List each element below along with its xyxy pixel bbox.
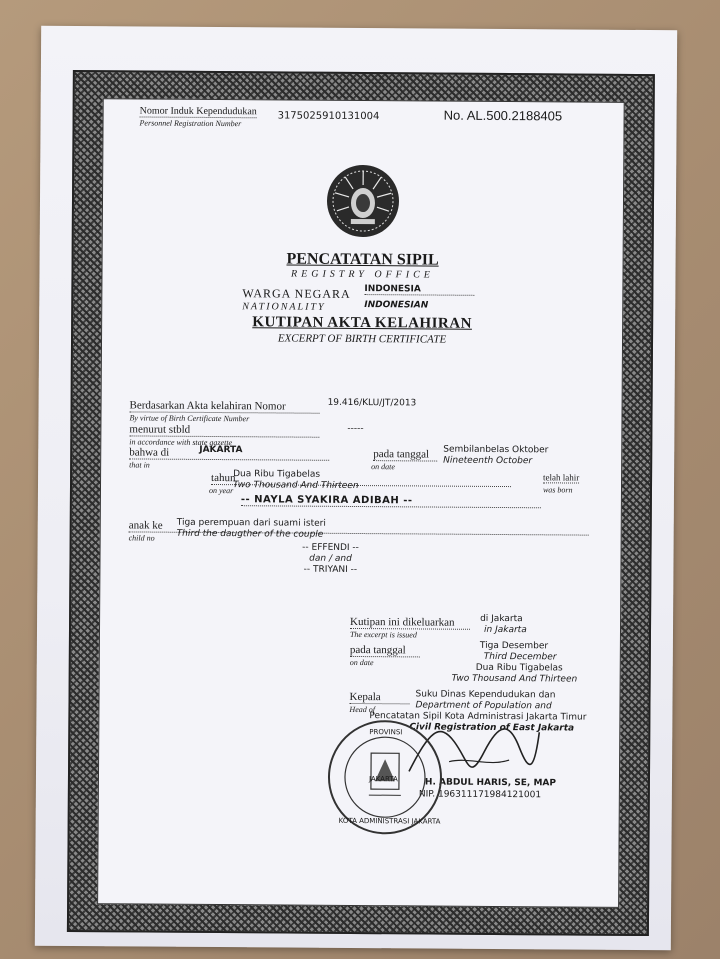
official-name: H. ABDUL HARIS, SE, MAP [424, 777, 557, 789]
cert-number-label: Berdasarkan Akta kelahiran Nomor [130, 399, 320, 413]
stbld-value: ----- [347, 423, 364, 435]
born-label-en: was born [542, 485, 573, 495]
nik-label-en: Personnel Registration Number [139, 118, 242, 129]
certificate-body [97, 98, 625, 908]
document-title-en: EXCERPT OF BIRTH CERTIFICATE [277, 332, 447, 346]
issued-label: Kutipan ini dikeluarkan [350, 616, 470, 630]
birthplace-label: bahwa di [129, 446, 329, 460]
issued-place-en: in Jakarta [483, 624, 527, 636]
born-label: telah lahir [543, 472, 580, 483]
issue-year-en: Two Thousand And Thirteen [451, 673, 578, 685]
stbld-label-en: in accordance with state gazette [129, 437, 233, 448]
office-title: PENCATATAN SIPIL [286, 250, 439, 269]
nik-value: 3175025910131004 [277, 110, 380, 123]
cert-number-value: 19.416/KLU/JT/2013 [327, 397, 417, 409]
birthyear-value: Dua Ribu Tigabelas [233, 469, 321, 480]
birthplace-label-en: that in [129, 460, 150, 470]
issued-label-en: The excerpt is issued [349, 629, 417, 640]
doc-number: No. AL.500.2188405 [443, 107, 563, 124]
cert-number-label-en: By virtue of Birth Certificate Number [129, 413, 250, 424]
and-separator: dan / and [309, 553, 352, 564]
father-name: -- EFFENDI -- [302, 542, 359, 554]
nik-label: Nomor Induk Kependudukan [139, 105, 257, 118]
stamp-mid-text: JAKARTA [368, 775, 398, 784]
dept-name: Suku Dinas Kependudukan dan [415, 689, 556, 701]
child-order-label: anak ke [129, 519, 589, 535]
birthdate-label: pada tanggal [373, 448, 437, 461]
child-name: -- NAYLA SYAKIRA ADIBAH -- [241, 494, 541, 508]
birthyear-label-en: on year [208, 485, 234, 496]
child-order-label-en: child no [128, 533, 155, 543]
nationality-value: INDONESIA [364, 284, 474, 296]
issue-year: Dua Ribu Tigabelas [475, 662, 563, 674]
head-label: Kepala [349, 691, 409, 704]
issue-date-label: pada tanggal [350, 644, 420, 657]
dept-name-en: Department of Population and [415, 700, 552, 712]
child-order-value-en: Third the daugther of the couple [176, 528, 324, 540]
birthdate-value: Sembilanbelas Oktober [443, 444, 549, 456]
office-subtitle: REGISTRY OFFICE [291, 268, 434, 281]
document-title: KUTIPAN AKTA KELAHIRAN [252, 314, 473, 332]
birthdate-value-en: Nineteenth October [443, 455, 533, 467]
head-label-en: Head of [349, 704, 376, 715]
birthdate-label-en: on date [371, 462, 395, 472]
birthyear-value-en: Two Thousand And Thirteen [232, 480, 359, 492]
certificate-paper [35, 26, 677, 950]
issue-date-en: Third December [483, 651, 557, 663]
issue-date: Tiga Desember [479, 640, 549, 652]
stamp-ring-text: KOTA ADMINISTRASI JAKARTA [338, 816, 441, 826]
garuda-emblem-icon [325, 163, 402, 240]
official-nip: NIP. 196311171984121001 [418, 789, 542, 801]
issue-date-label-en: on date [349, 657, 374, 668]
issued-place: di Jakarta [480, 613, 523, 625]
office-name: Pencatatan Sipil Kota Administrasi Jakarta Timur [369, 711, 587, 723]
nationality-value-en: INDONESIAN [364, 300, 429, 311]
nationality-label: WARGA NEGARA [242, 286, 351, 301]
office-name-en: Civil Registration of East Jakarta [409, 722, 575, 734]
stamp-top-text: PROVINSI [369, 728, 403, 737]
birthplace-value: JAKARTA [199, 444, 243, 456]
guilloche-border [67, 70, 655, 936]
child-order-value: Tiga perempuan dari suami isteri [176, 517, 326, 529]
birthyear-label: tahun [211, 472, 511, 487]
nationality-label-en: NATIONALITY [242, 301, 326, 313]
mother-name: -- TRIYANI -- [303, 564, 358, 576]
stbld-label: menurut stbld [129, 423, 319, 437]
